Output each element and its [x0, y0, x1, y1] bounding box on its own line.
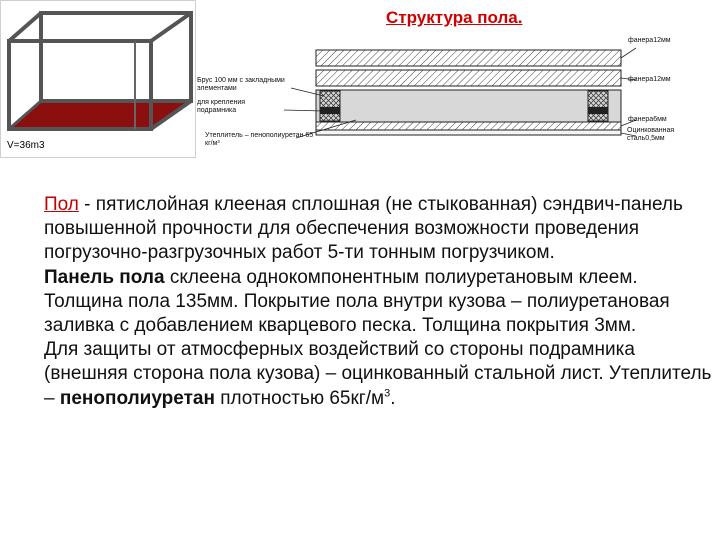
van-edge: [9, 13, 41, 41]
van-illustration: [0, 0, 196, 158]
term-floor: Пол: [44, 194, 79, 215]
label-plywood-top: фанера12мм: [628, 37, 671, 44]
density-exponent: 3: [384, 387, 391, 400]
van-edge: [151, 13, 191, 41]
label-mounting: для крепления подрамника: [197, 99, 246, 114]
label-plywood-mid: фанера12мм: [628, 76, 671, 83]
diagram-title: Структура пола.: [386, 8, 523, 27]
layer-plywood-top: [316, 50, 621, 66]
density-text: плотностью 65кг/м: [214, 387, 385, 409]
description-text: [8, 193, 714, 411]
van-back-frame: [41, 13, 191, 101]
label-beam: Брус 100 мм с закладными элементами: [197, 77, 285, 92]
paragraph-protection: [8, 338, 714, 411]
term-insulation: пенополиуретан: [59, 387, 215, 409]
label-galvanized: Оцинкованная сталь0,5мм: [627, 127, 675, 142]
layer-galvanized-steel: [316, 130, 621, 135]
period: .: [390, 387, 396, 409]
beam-right: [588, 91, 608, 121]
label-insulation: Утеплитель – пенополиуретан 65 кг/м³: [205, 132, 314, 147]
paragraph-floor: [8, 193, 714, 266]
layer-plywood-bottom: [316, 122, 621, 130]
layer-insulation: [316, 90, 621, 122]
floor-description: пятислойная клееная сплошная (не стыкованная) сэндвич-панель повышенной прочности для обеспечения возможности проведения погрузочно-разгрузочных работ 5-ти тонным погрузчиком.: [44, 194, 683, 264]
panel-description: склеена однокомпонентным полиуретановым клеем. Толщина пола 135мм. Покрытие пола внутри кузова – полиуретановая заливка с добавлением кварцевого песка. Толщина покрытия 3мм.: [44, 266, 670, 337]
paragraph-panel: [8, 266, 714, 339]
layer-plywood-mid: [316, 70, 621, 86]
volume-label: V=36m3: [7, 140, 45, 151]
embedded-element-right: [588, 107, 608, 114]
leader-plywood-top: [621, 48, 636, 58]
term-panel: Панель пола: [44, 266, 165, 288]
label-plywood-bottom: фанера6мм: [628, 116, 667, 123]
van-frame-drawing: [1, 1, 197, 159]
dash: -: [78, 194, 96, 215]
protection-description: Для защиты от атмосферных воздействий со стороны подрамника (внешняя сторона пола кузова) – оцинкованный стальной лист. Утеплитель –: [44, 339, 712, 409]
embedded-element-left: [320, 107, 340, 114]
